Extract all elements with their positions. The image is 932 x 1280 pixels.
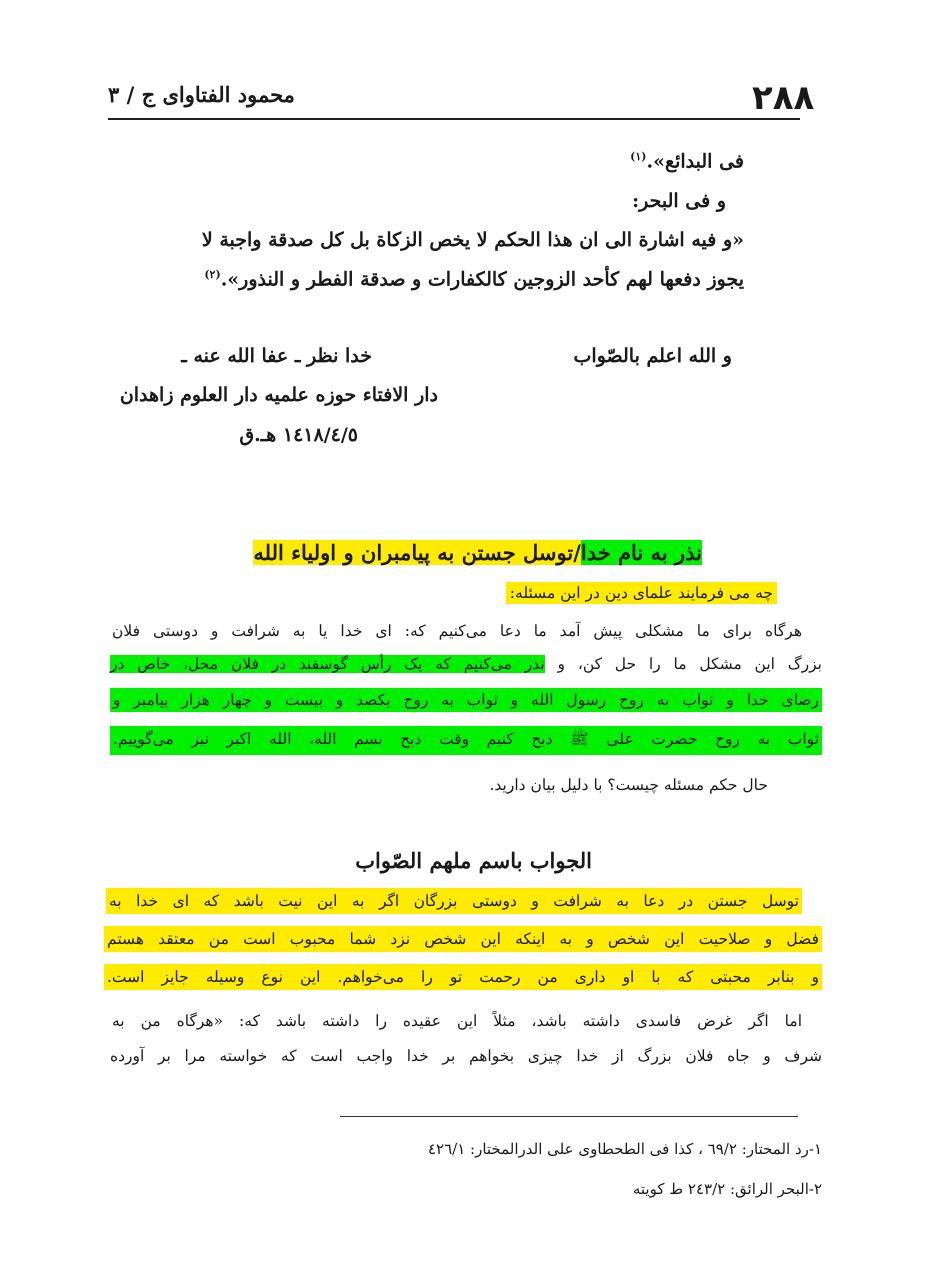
header-rule [108, 118, 800, 120]
question-title [253, 540, 702, 565]
answer-line-5: شرف و جاه فلان بزرگ از خدا چیزی بخواهم بر خدا واجب است که خواسته مرا بر آورده [110, 1047, 822, 1065]
arabic-line-1-text: فی البدائع». [646, 150, 744, 173]
question-line-2-green: نذر می‌کنیم که یک رأس گوسفند در فلان محل، خاص در [110, 655, 545, 673]
question-intro: چه می فرمایند علمای دین در این مسئله: [506, 582, 777, 604]
answer-line-2: فضل و صلاحیت این شخص و به اینکه این شخص نزد شما محبوب است من معتقد هستم [104, 926, 822, 952]
answer-line-4: اما اگر غرض فاسدی داشته باشد، مثلاً این عقیده را داشته باشد که: «هرگاه من به [112, 1012, 802, 1030]
question-line-4: ثواب به روح حضرت علی ﷺ ذبح کنیم وقت ذبح بسم الله، الله اکبر نیز می‌گوییم. [110, 726, 822, 755]
question-title-part-1: نذر به نام خدا [580, 540, 702, 565]
question-title-separator: / [573, 540, 581, 565]
footnote-ref-1: (١) [630, 150, 647, 163]
answer-line-1: توسل جستن در دعا به شرافت و دوستی بزرگان اگر به این نیت باشد که ای خدا به [106, 888, 802, 914]
footnote-2: ٢-البحر الرائق: ٢٤٣/٢ ط کویته [632, 1180, 822, 1198]
answer-line-3: و بنابر محبتی که با او داری من رحمت تو را می‌خواهم. این نوع وسیله جایز است. [104, 964, 822, 990]
question-line-2 [110, 655, 822, 673]
fatwa-date: ١٤١٨/٤/٥ هـ.ق [239, 424, 358, 446]
mufti-name: خدا نظر ـ عفا الله عنه ـ [181, 345, 372, 367]
arabic-line-4 [204, 268, 744, 290]
page-number: ٢٨٨ [752, 78, 815, 118]
footnote-ref-2: (٢) [204, 268, 221, 281]
question-line-1: هرگاه برای ما مشکلی پیش آمد ما دعا می‌کنیم که: ای خدا یا به شرافت و دوستی فلان [112, 622, 802, 640]
book-title: محمود الفتاوای ج / ٣ [108, 82, 295, 107]
institution-name: دار الافتاء حوزه علمیه دار العلوم زاهدان [119, 384, 438, 406]
footnote-rule [340, 1116, 798, 1117]
question-line-5: حال حکم مسئله چیست؟ با دلیل بیان دارید. [489, 776, 768, 794]
arabic-line-2: و فی البحر: [632, 190, 726, 212]
arabic-line-1 [630, 150, 744, 172]
footnote-1: ١-رد المحتار: ٦٩/٢ ، کذا فی الطحطاوی علی الدرالمختار: ٤٢٦/١ [427, 1140, 822, 1158]
arabic-line-3: «و فیه اشارة الی ان هذا الحکم لا یخص الزکاة بل کل صدقة واجبة لا [201, 229, 744, 251]
answer-heading: الجواب باسم ملهم الصّواب [355, 848, 592, 873]
question-line-2-plain: بزرگ این مشکل ما را حل کن، و [557, 655, 822, 673]
allah-alam: و الله اعلم بالصّواب [573, 345, 732, 367]
arabic-line-4-text: یجوز دفعها لهم کأحد الزوجین کالکفارات و صدقة الفطر و النذور». [220, 268, 744, 291]
question-line-3: رضای خدا و ثواب به روح رسول الله و ثواب به روح یکصد و بیست و چهار هزار پیامبر و [110, 688, 822, 712]
question-title-part-2: توسل جستن به پیامبران و اولیاء الله [253, 540, 574, 565]
